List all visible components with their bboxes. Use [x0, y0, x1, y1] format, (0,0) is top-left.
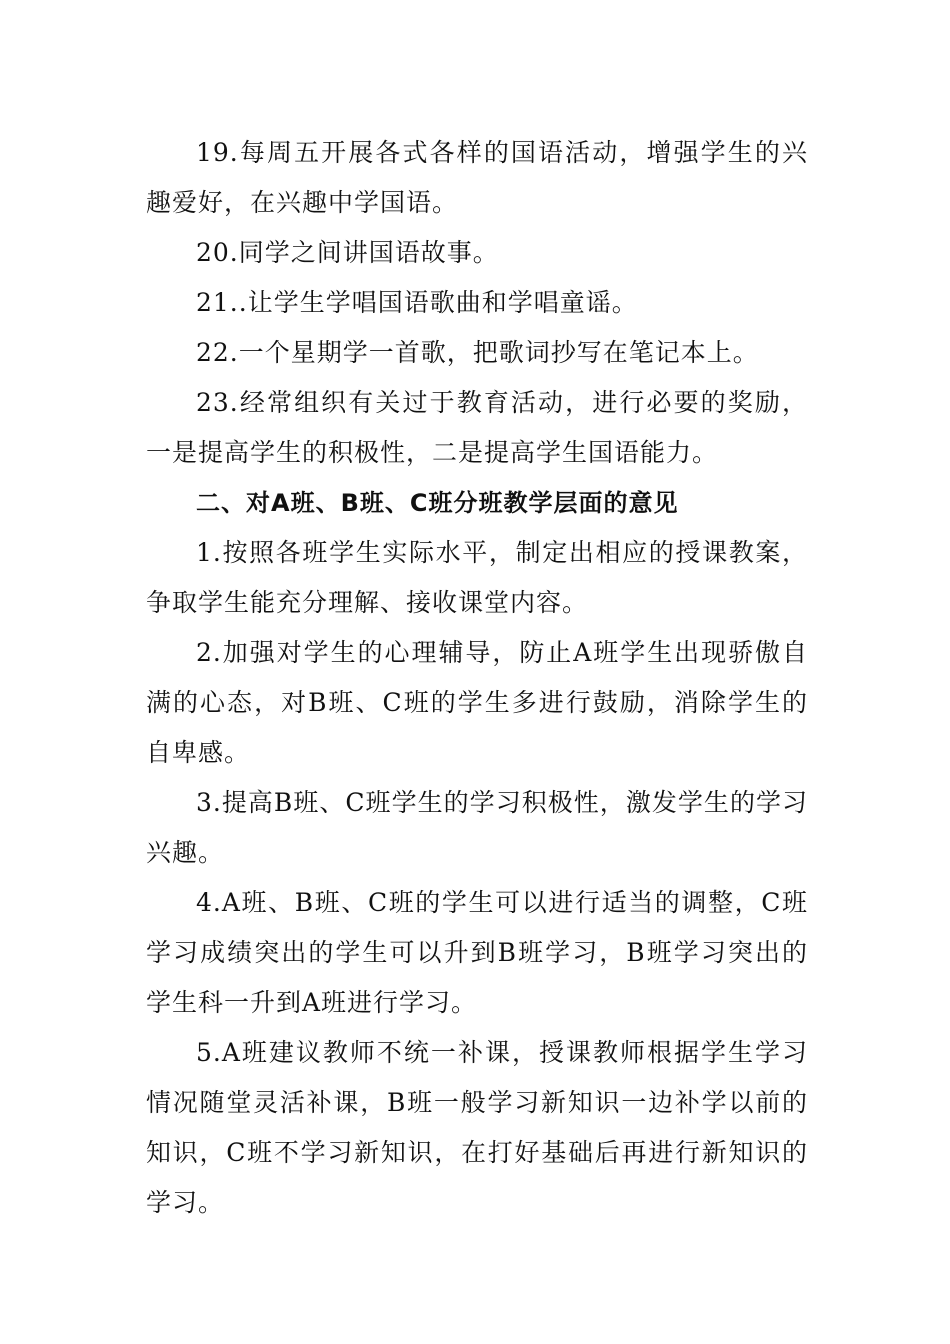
paragraph-21: 21..让学生学唱国语歌曲和学唱童谣。 — [196, 288, 638, 317]
paragraph-20: 20.同学之间讲国语故事。 — [196, 238, 499, 267]
document-body — [146, 128, 808, 1228]
paragraph-opinion-1: 1.按照各班学生实际水平，制定出相应的授课教案，争取学生能充分理解、接收课堂内容。 — [146, 538, 808, 617]
paragraph-23: 23.经常组织有关过于教育活动，进行必要的奖励，一是提高学生的积极性，二是提高学生国语能力。 — [146, 388, 808, 467]
paragraph-19: 19.每周五开展各式各样的国语活动，增强学生的兴趣爱好，在兴趣中学国语。 — [146, 138, 808, 217]
section-heading: 二、对A班、B班、C班分班教学层面的意见 — [196, 489, 679, 517]
paragraph-opinion-2: 2.加强对学生的心理辅导，防止A班学生出现骄傲自满的心态，对B班、C班的学生多进行鼓励，消除学生的自卑感。 — [146, 638, 808, 767]
paragraph-opinion-5: 5.A班建议教师不统一补课，授课教师根据学生学习情况随堂灵活补课，B班一般学习新知识一边补学以前的知识，C班不学习新知识，在打好基础后再进行新知识的学习。 — [146, 1038, 808, 1217]
paragraph-opinion-3: 3.提高B班、C班学生的学习积极性，激发学生的学习兴趣。 — [146, 788, 808, 867]
paragraph-opinion-4: 4.A班、B班、C班的学生可以进行适当的调整，C班学习成绩突出的学生可以升到B班学习，B班学习突出的学生科一升到A班进行学习。 — [146, 888, 808, 1017]
paragraph-22: 22.一个星期学一首歌，把歌词抄写在笔记本上。 — [196, 338, 759, 367]
